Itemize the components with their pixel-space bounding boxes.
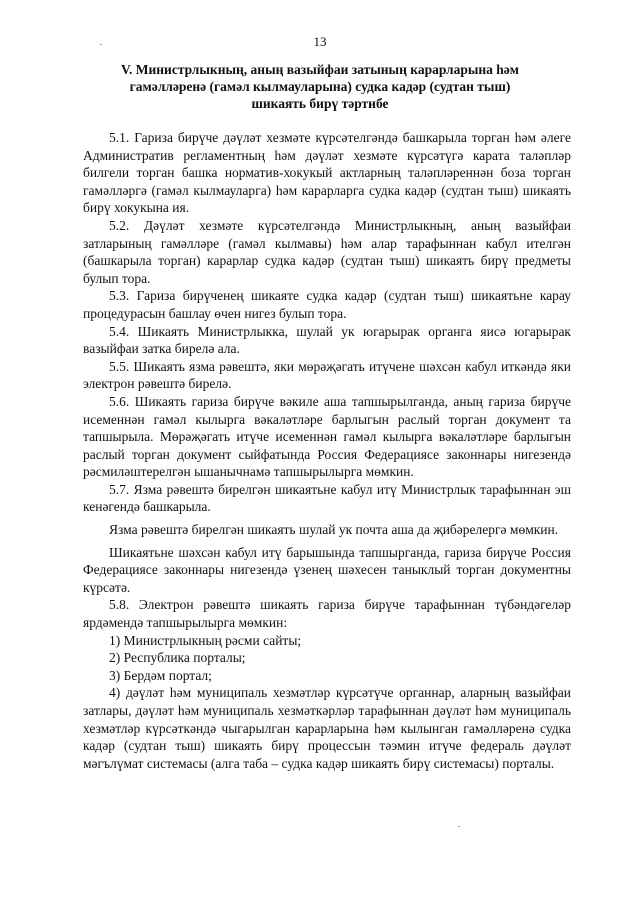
paragraph-5-3: 5.3. Гариза бирүченең шикаяте судка кадәр (судтан тыш) шикаятьне карау процедурасын башлау өчен нигез булып тора. xyxy=(83,288,571,321)
heading-line-3: шикаять бирү тәртибе xyxy=(251,96,389,111)
list-item-3: 3) Бердәм портал; xyxy=(109,667,212,683)
heading-line-2: гамәлләренә (гамәл кылмауларына) судка кадәр (судтан тыш) xyxy=(129,79,511,94)
heading-line-1: V. Министрлыкның, аның вазыйфаи затының карарларына һәм xyxy=(121,62,519,77)
paragraph-5-2: 5.2. Дәүләт хезмәте күрсәтелгәндә Министрлыкның, аның вазыйфаи затларының гамәлләре (гамәл кылмавы) һәм алар тарафыннан кабул ителгән (башкарыла торган) карарлар судка кадәр (судтан тыш) шикаять бирү предметы булып тора. xyxy=(83,217,571,286)
scan-speck xyxy=(100,44,102,45)
list-item-1: 1) Министрлыкның рәсми сайты; xyxy=(109,632,302,648)
list-item-4: 4) дәүләт һәм муниципаль хезмәтләр күрсәтүче органнар, аларның вазыйфаи затлары, дәүләт һәм муниципаль хезмәткәрләр тарафыннан дәүләт һәм муниципаль хезмәтләр күрсәткәндә чыгарылган карарларына һәм кылынган гамәлләренә судка кадәр (судтан тыш) шикаять бирү процессын тәэмин итүче федераль дәүләт мәгълүмат системасы (алга таба – судка кадәр шикаять бирү системасы) порталы. xyxy=(83,685,571,771)
list-item-2: 2) Республика порталы; xyxy=(109,650,246,666)
scan-speck xyxy=(458,826,460,827)
paragraph-5-1: 5.1. Гариза бирүче дәүләт хезмәте күрсәтелгәндә башкарыла торган һәм әлеге Административ регламентның һәм дәүләт хезмәте күрсәтүгә карата таләпләр билгели торган башка норматив-хокукый актларның таләпләреннән боза торган гамәлләргә (гамәл кылмауларга) һәм карарларга судка кадәр (судтан тыш) шикаять бирү хокукына ия. xyxy=(83,130,571,216)
paragraph-identity: Шикаятьне шәхсән кабул итү барышында тапшырганда, гариза бирүче Россия Федерациясе законнары нигезендә үзенең шәхесен таныклый торган документны күрсәтә. xyxy=(83,544,571,595)
document-body xyxy=(83,129,571,772)
page-number: 13 xyxy=(313,34,327,49)
paragraph-5-6: 5.6. Шикаять гариза бирүче вәкиле аша тапшырылганда, аның гариза бирүче исеменнән гамәл кылырга вәкаләтләре барлыгын раслый торган документ та тапшырыла. Мөрәҗәгать итүче исеменнән гамәл кылырга вәкаләтләре барлыгын раслый торган документ сыйфатында Россия Федерациясе законнары нигезендә рәсмиләштерелгән ышанычнамә тапшырылырга мөмкин. xyxy=(83,393,571,480)
paragraph-5-4: 5.4. Шикаять Министрлыкка, шулай ук югарырак органга яисә югарырак вазыйфаи затка бирелә ала. xyxy=(83,323,571,357)
paragraph-mail: Язма рәвештә бирелгән шикаять шулай ук почта аша да җибәрелергә мөмкин. xyxy=(109,522,559,538)
paragraph-5-7: 5.7. Язма рәвештә бирелгән шикаятьне кабул итү Министрлык тарафыннан эш кенәгендә башкарыла. xyxy=(83,481,571,515)
paragraph-5-8: 5.8. Электрон рәвештә шикаять гариза бирүче тарафыннан түбәндәгеләр ярдәмендә тапшырылырга мөмкин: xyxy=(83,597,571,631)
section-heading xyxy=(80,61,560,112)
paragraph-5-5: 5.5. Шикаять язма рәвештә, яки мөрәҗәгать итүчене шәхсән кабул иткәндә яки электрон рәвештә бирелә. xyxy=(83,358,571,392)
